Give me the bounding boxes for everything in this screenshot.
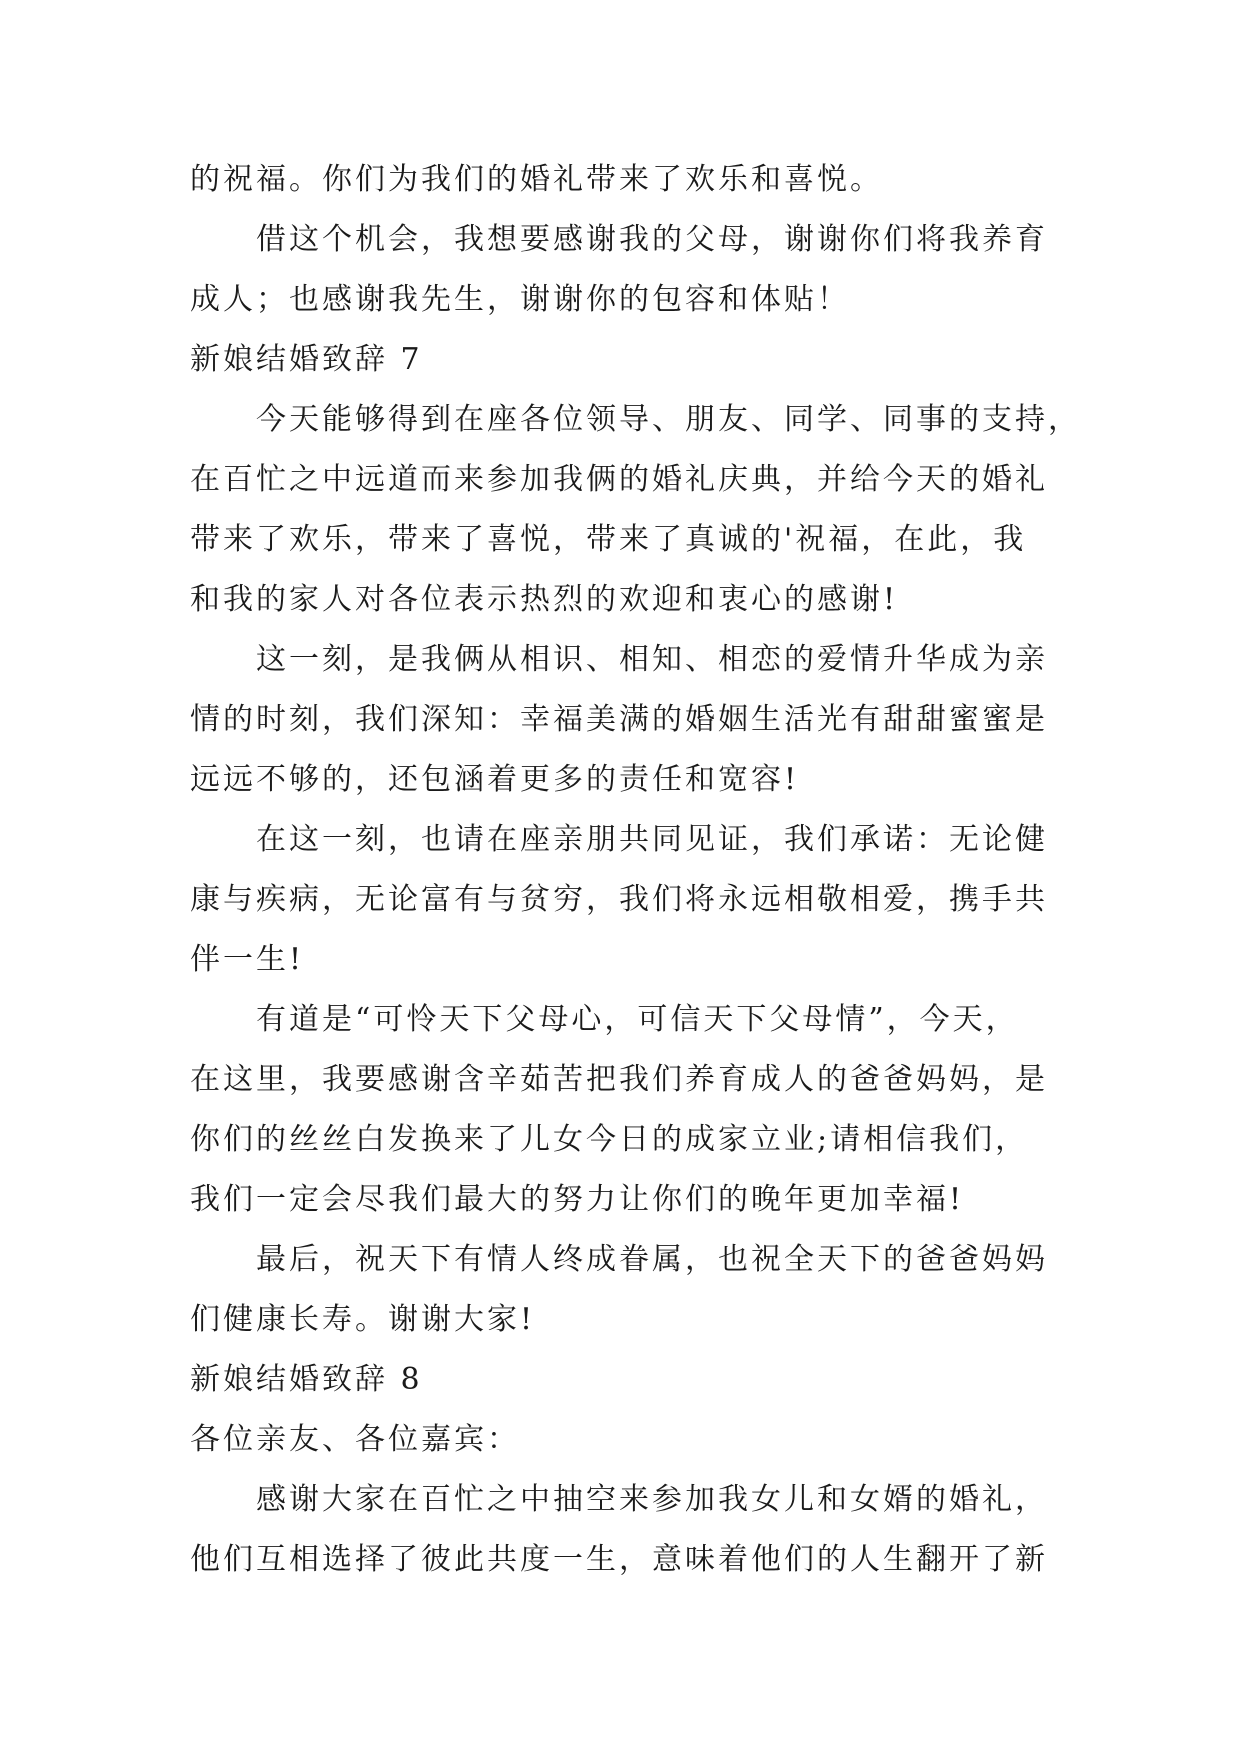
text-line: 有道是“可怜天下父母心，可信天下父母情”，今天， xyxy=(256,1002,1019,1037)
section-heading: 新娘结婚致辞 8 xyxy=(190,1362,423,1397)
text-line: 和我的家人对各位表示热烈的欢迎和衷心的感谢! xyxy=(190,582,899,617)
text-line: 他们互相选择了彼此共度一生，意味着他们的人生翻开了新 xyxy=(190,1542,1048,1577)
text-line: 伴一生! xyxy=(190,942,305,977)
text-line: 带来了欢乐，带来了喜悦，带来了真诚的'祝福，在此，我 xyxy=(190,522,1027,557)
section-heading: 新娘结婚致辞 7 xyxy=(190,342,423,377)
text-line: 康与疾病，无论富有与贫穷，我们将永远相敬相爱，携手共 xyxy=(190,882,1048,917)
text-line: 在这一刻，也请在座亲朋共同见证，我们承诺：无论健 xyxy=(256,822,1048,857)
text-line: 成人；也感谢我先生，谢谢你的包容和体贴！ xyxy=(190,282,850,317)
text-line: 借这个机会，我想要感谢我的父母，谢谢你们将我养育 xyxy=(256,222,1048,257)
text-line: 我们一定会尽我们最大的努力让你们的晚年更加幸福! xyxy=(190,1182,965,1217)
text-line: 远远不够的，还包涵着更多的责任和宽容! xyxy=(190,762,800,797)
text-line: 们健康长寿。谢谢大家! xyxy=(190,1302,536,1337)
text-line: 情的时刻，我们深知：幸福美满的婚姻生活光有甜甜蜜蜜是 xyxy=(190,702,1048,737)
text-line: 在百忙之中远道而来参加我俩的婚礼庆典，并给今天的婚礼 xyxy=(190,462,1048,497)
text-line: 今天能够得到在座各位领导、朋友、同学、同事的支持， xyxy=(256,402,1081,437)
text-line: 感谢大家在百忙之中抽空来参加我女儿和女婿的婚礼， xyxy=(256,1482,1048,1517)
document-page xyxy=(190,150,1081,1590)
text-line: 在这里，我要感谢含辛茹苦把我们养育成人的爸爸妈妈，是 xyxy=(190,1062,1048,1097)
text-line: 这一刻，是我俩从相识、相知、相恋的爱情升华成为亲 xyxy=(256,642,1048,677)
text-line: 你们的丝丝白发换来了儿女今日的成家立业;请相信我们， xyxy=(190,1122,1029,1157)
text-line: 最后，祝天下有情人终成眷属，也祝全天下的爸爸妈妈 xyxy=(256,1242,1048,1277)
salutation-line: 各位亲友、各位嘉宾： xyxy=(190,1422,520,1457)
text-line: 的祝福。你们为我们的婚礼带来了欢乐和喜悦。 xyxy=(190,162,883,197)
